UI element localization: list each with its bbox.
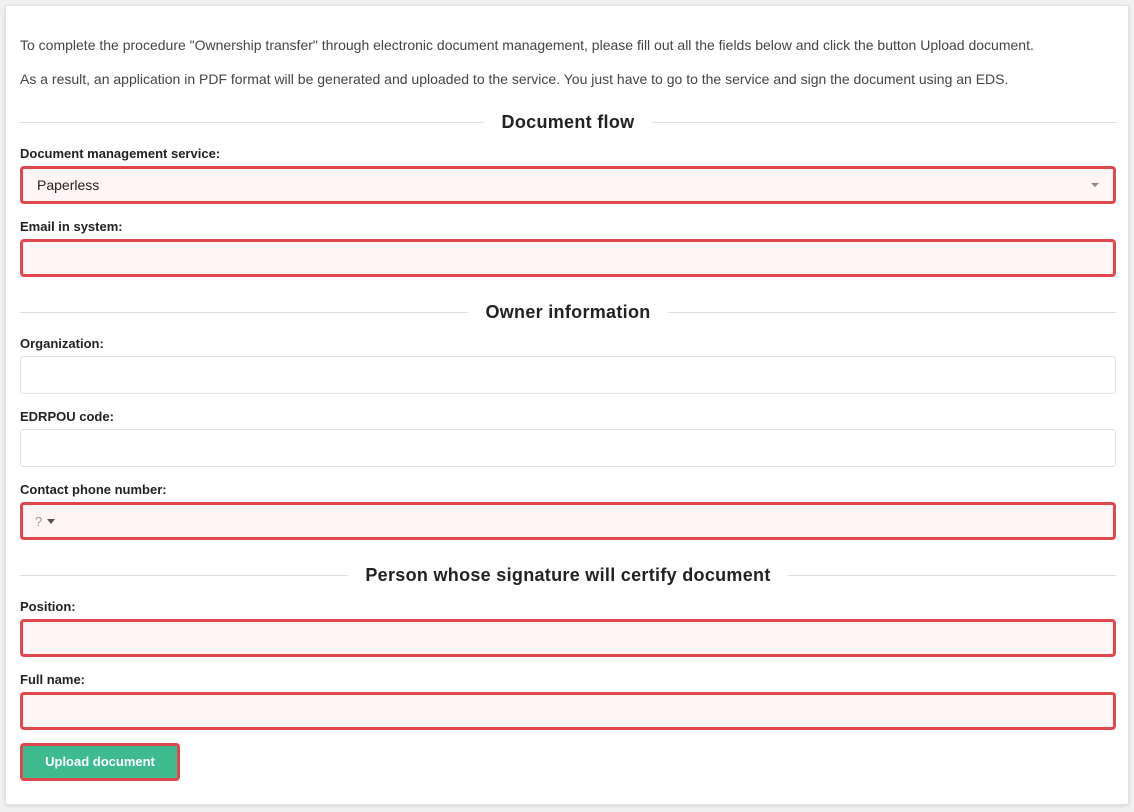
service-select-value: Paperless — [37, 177, 100, 193]
service-select[interactable] — [20, 166, 1116, 204]
service-label: Document management service: — [20, 146, 221, 161]
phone-input[interactable] — [20, 502, 1116, 540]
section-signer — [20, 563, 1116, 587]
organization-label: Organization: — [20, 336, 104, 351]
form-card — [5, 5, 1129, 805]
intro-text-result: As a result, an application in PDF format will be generated and uploaded to the service. You just have to go to the service and sign the document using an EDS. — [20, 71, 1009, 87]
section-document-flow — [20, 110, 1116, 134]
fullname-input[interactable] — [20, 692, 1116, 730]
upload-document-button[interactable] — [20, 743, 180, 781]
intro-text-procedure: To complete the procedure "Ownership transfer" through electronic document management, please fill out all the fields below and click the button Upload document. — [20, 37, 1034, 53]
chevron-down-icon — [1091, 183, 1099, 187]
edrpou-label: EDRPOU code: — [20, 409, 114, 424]
edrpou-input[interactable] — [20, 429, 1116, 467]
position-input[interactable] — [20, 619, 1116, 657]
country-code-placeholder[interactable]: ? — [35, 513, 43, 529]
fullname-label: Full name: — [20, 672, 86, 687]
email-label: Email in system: — [20, 219, 123, 234]
organization-input[interactable] — [20, 356, 1116, 394]
caret-down-icon[interactable] — [47, 519, 55, 524]
email-input[interactable] — [20, 239, 1116, 277]
position-label: Position: — [20, 599, 76, 614]
section-title-signer: Person whose signature will certify document — [347, 563, 788, 587]
section-owner-information — [20, 300, 1116, 324]
section-title-document-flow: Document flow — [484, 110, 653, 134]
phone-label: Contact phone number: — [20, 482, 167, 497]
upload-document-label: Upload document — [23, 746, 177, 778]
section-title-owner-information: Owner information — [467, 300, 668, 324]
